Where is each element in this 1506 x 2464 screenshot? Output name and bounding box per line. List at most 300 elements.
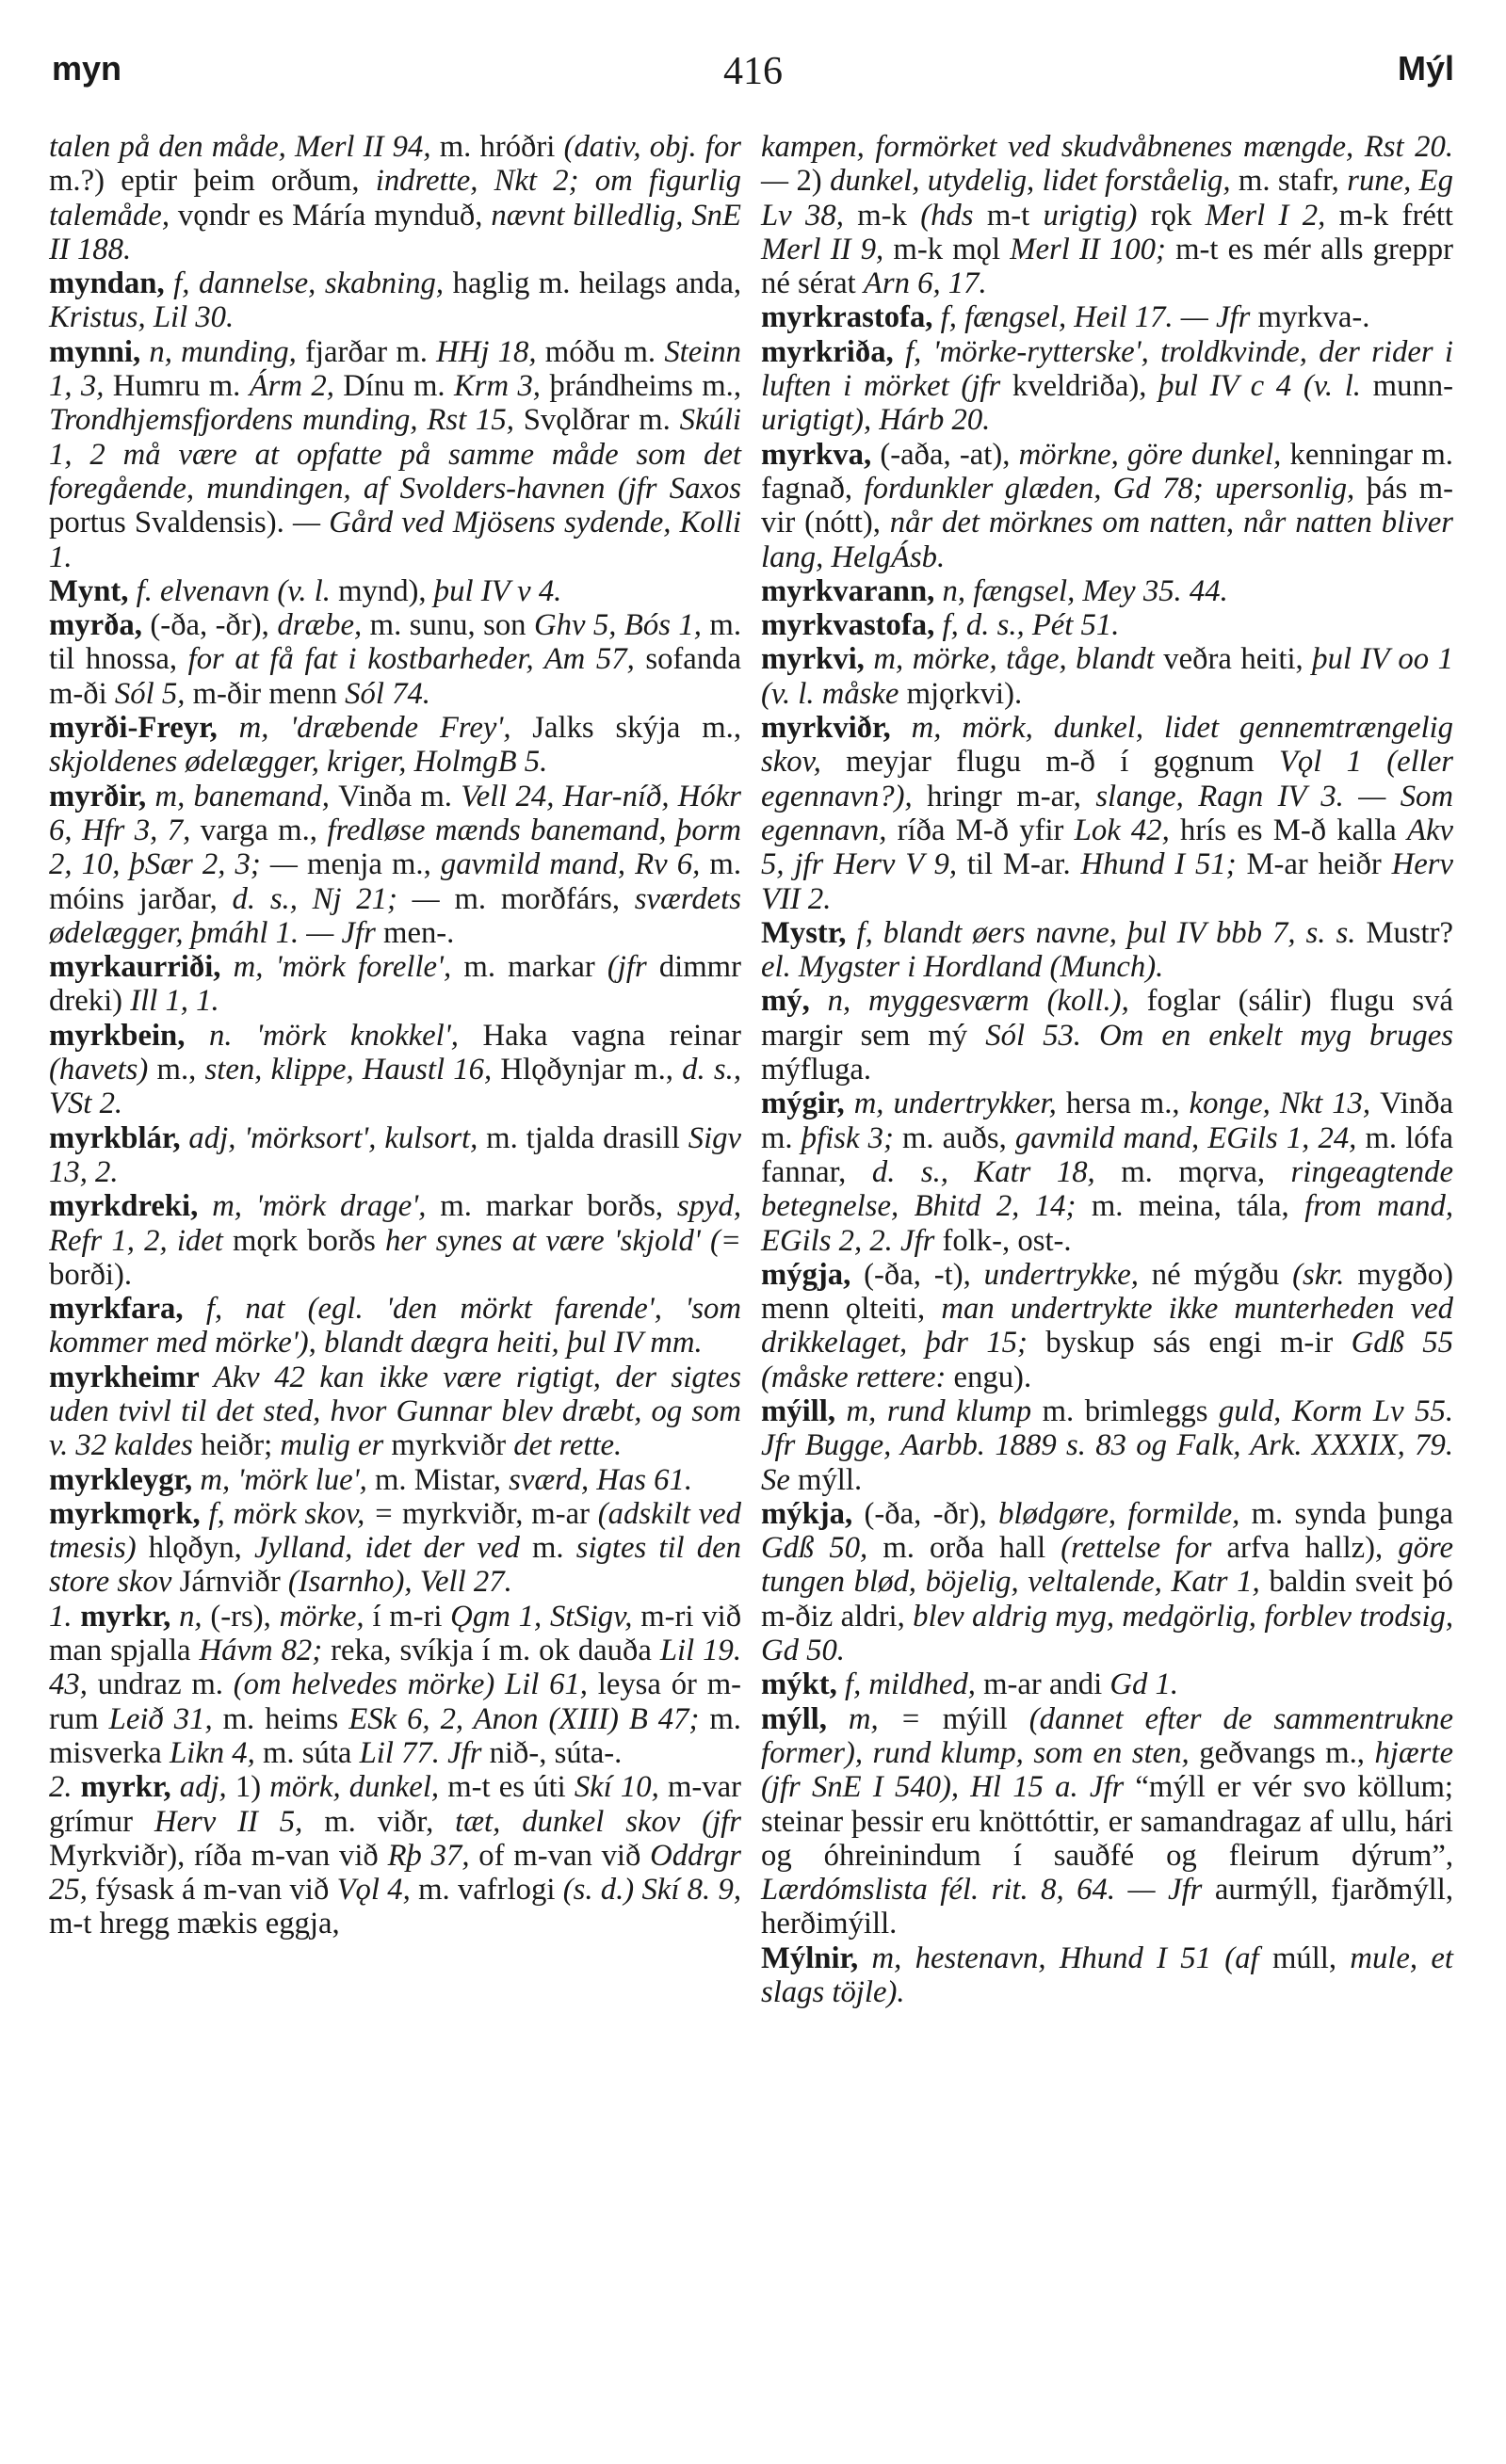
entry-text: Lil 77. Jfr xyxy=(359,1735,490,1770)
entry-text: m. sunu, son xyxy=(369,608,534,643)
entry-text: reka, svíkja í m. ok dauða xyxy=(331,1634,660,1668)
entry-text: m, banemand, xyxy=(146,779,339,813)
entry-text: borði). xyxy=(49,1257,133,1292)
entry-text: Kristus, Lil 30. xyxy=(49,300,235,335)
entry-headword: myrkrastofa, xyxy=(761,300,933,335)
entry-text: m. súta xyxy=(262,1735,360,1770)
entry-text: m-t es mér alls greppr né sérat xyxy=(761,232,1453,301)
entry-text: þrándheims m., xyxy=(549,369,741,404)
entry-text: mýll. xyxy=(798,1462,863,1497)
entry-headword: myrkr, xyxy=(80,1770,171,1805)
entry-text: m. brimleggs xyxy=(1042,1393,1220,1428)
entry-text: urigtig) xyxy=(1043,198,1151,233)
entry-headword: Mynt, xyxy=(49,573,129,608)
entry-text: mjǫrkvi). xyxy=(906,676,1023,711)
entry-text: vǫndr es Máría mynduð, xyxy=(177,198,492,233)
dictionary-entry xyxy=(49,1497,741,1600)
entry-text: (dativ, obj. for xyxy=(563,130,742,164)
entry-headword: myrði-Freyr, xyxy=(49,711,218,746)
entry-headword: myrkfara, xyxy=(49,1292,184,1327)
entry-text: nævnt billedlig, SnE II 188. xyxy=(49,198,741,266)
entry-text: spyd, Refr 1, 2, idet xyxy=(49,1189,742,1258)
dictionary-entry xyxy=(761,438,1453,574)
entry-text: 2) xyxy=(796,164,831,199)
entry-text: n, fængsel, Mey 35. 44. xyxy=(934,573,1228,608)
entry-text: m. markar borðs, xyxy=(440,1189,677,1224)
entry-text: (havets) xyxy=(49,1053,157,1087)
entry-text: Skí 10, xyxy=(574,1770,668,1805)
entry-text: geðvangs m., xyxy=(1199,1735,1375,1770)
entry-headword: mýgir, xyxy=(761,1087,845,1121)
entry-text: m. vafrlogi xyxy=(418,1873,563,1908)
entry-headword: myrkbein, xyxy=(49,1018,186,1053)
entry-text: 1. xyxy=(49,1599,81,1634)
entry-headword: myrkvastofa, xyxy=(761,608,935,643)
entry-text: m. viðr, xyxy=(324,1804,456,1839)
entry-text: (dannet efter de sammentrukne former), rund klump, som en sten, xyxy=(761,1701,1453,1770)
entry-text: m. til hnossa, xyxy=(49,608,741,677)
entry-text: Trondhjemsfjordens munding, Rst 15, xyxy=(49,403,524,438)
entry-text: engu). xyxy=(953,1360,1032,1394)
entry-text: n, myggesværm (koll.), xyxy=(809,984,1147,1019)
entry-text: blev aldrig myg, medgörlig, forblev trodsig, Gd 50. xyxy=(761,1599,1453,1668)
entry-text: Akv 42 kan ikke være rigtigt, der sigtes uden tvivl til det sted, hvor Gunnar blev dræbt, og som v. 32 kaldes xyxy=(49,1360,741,1463)
entry-headword: mý, xyxy=(761,984,810,1019)
entry-text: f, 'mörke-rytterske', troldkvinde, der rider i luften i mörket (jfr xyxy=(761,334,1453,404)
entry-text: f. elvenavn (v. l. xyxy=(128,573,339,608)
entry-text: (-ða, -ðr), xyxy=(141,608,278,643)
entry-text: mörke, xyxy=(279,1599,373,1634)
entry-text: fredløse mænds banemand, þorm 2, 10, þSær 2, 3; — xyxy=(49,813,741,882)
entry-text: undraz m. xyxy=(97,1667,234,1702)
entry-text: m. heims xyxy=(222,1701,349,1736)
entry-text: talen på den måde, Merl II 94, xyxy=(49,130,431,164)
entry-text: sværdets ødelægger, þmáhl 1. — Jfr xyxy=(49,881,741,950)
entry-text: f, mörk skov, = xyxy=(200,1496,402,1531)
entry-headword: myrkmǫrk, xyxy=(49,1496,201,1531)
entry-text: hlǫðyn, xyxy=(148,1531,254,1566)
entry-text: Vell 24, Har-níð, Hókr 6, Hfr 3, 7, xyxy=(49,779,741,847)
entry-text: mygðo) xyxy=(1357,1257,1453,1292)
entry-text: — Gård ved Mjösens sydende, Kolli 1. xyxy=(49,506,742,574)
entry-text: arfva hallz), xyxy=(1226,1531,1399,1566)
dictionary-entry xyxy=(761,711,1453,916)
entry-text: indrette, Nkt 2; om figurlig talemåde, xyxy=(49,164,742,233)
entry-text: hjærte (jfr SnE I 540), Hl 15 a. Jfr xyxy=(761,1735,1453,1805)
entry-headword: mynni, xyxy=(49,334,141,369)
entry-text: from mand, EGils 2, 2. Jfr xyxy=(761,1189,1453,1258)
entry-text: kveldriða), xyxy=(1012,369,1159,404)
entry-text: m, 'mörk forelle', xyxy=(220,950,464,985)
entry-text: Rþ 37, xyxy=(387,1838,479,1873)
entry-text: þul IV v 4. xyxy=(433,573,562,608)
entry-text: (jfr xyxy=(607,950,659,985)
entry-text: folk-, ost-. xyxy=(942,1223,1072,1258)
entry-text: Vǫl 4, xyxy=(336,1873,419,1908)
entry-text: baldin sveit þó m-ðiz aldri, xyxy=(761,1565,1453,1634)
dictionary-entry xyxy=(49,780,741,950)
entry-text: þul IV oo 1 (v. l. måske xyxy=(761,642,1454,711)
entry-text: (s. d.) Skí 8. 9, xyxy=(562,1873,741,1908)
entry-text: (om helvedes mörke) Lil 61, xyxy=(233,1667,598,1702)
entry-text: m. hróðri xyxy=(430,130,564,164)
entry-text: Humru m. xyxy=(112,369,250,404)
entry-text: sværd, Has 61. xyxy=(509,1462,693,1497)
entry-text: sigtes til den store skov xyxy=(49,1531,741,1600)
entry-text: mýill xyxy=(942,1701,1029,1736)
entry-text: hringr m-ar, xyxy=(927,779,1096,813)
entry-text: munn- xyxy=(1372,369,1454,404)
entry-text: Lil 19. 43, xyxy=(49,1634,742,1702)
dictionary-entry xyxy=(49,1189,741,1292)
entry-text: m. tjalda drasill xyxy=(486,1120,688,1155)
dictionary-entry xyxy=(761,984,1453,1087)
entry-text: Merl II 100; xyxy=(1010,232,1176,266)
header-right-guideword: Mýl xyxy=(1397,49,1454,88)
entry-text: tæt, dunkel skov (jfr xyxy=(455,1804,741,1839)
entry-text: m. misverka xyxy=(49,1701,741,1770)
entry-text: m-var grímur xyxy=(49,1770,741,1839)
entry-text: når det mörknes om natten, når natten bliver lang, HelgÁsb. xyxy=(761,506,1453,574)
entry-text: Vǫl 1 (eller egennavn?), xyxy=(761,745,1453,813)
dictionary-entry xyxy=(761,608,1453,642)
entry-headword: myrða, xyxy=(49,608,142,643)
dictionary-entry xyxy=(761,916,1453,985)
entry-headword: myrkvarann, xyxy=(761,573,935,608)
entry-headword: mýll, xyxy=(761,1701,827,1736)
dictionary-entry xyxy=(49,1463,741,1497)
entry-text: Herv VII 2. xyxy=(761,847,1453,916)
entry-text: 1) xyxy=(235,1770,270,1805)
entry-text: mörkne, göre dunkel, xyxy=(1018,437,1290,472)
entry-text: leysa ór m-rum xyxy=(49,1667,742,1736)
entry-text: m, mörke, tåge, blandt xyxy=(864,642,1164,677)
entry-headword: myrkdreki, xyxy=(49,1189,199,1224)
dictionary-entry xyxy=(761,335,1453,438)
entry-text: varga m., xyxy=(200,813,328,847)
entry-text: ringeagtende betegnelse, Bhitd 2, 14; xyxy=(761,1154,1453,1224)
entry-text: m. meina, tála, xyxy=(1091,1189,1305,1224)
entry-text: Svǫlðrar m. xyxy=(523,403,680,438)
entry-text: m-k frétt xyxy=(1338,198,1453,233)
entry-text: f, fængsel, Heil 17. — Jfr xyxy=(932,300,1258,335)
entry-text: m, 'mörk lue', xyxy=(192,1462,375,1497)
entry-text: d. s., Nj 21; — xyxy=(232,881,455,916)
entry-text: (hds xyxy=(920,198,987,233)
entry-text: Dínu m. xyxy=(343,369,454,404)
entry-text: Arn 6, 17. xyxy=(863,266,987,301)
dictionary-entry xyxy=(49,608,741,711)
entry-text: m-ri við man spjalla xyxy=(49,1599,742,1668)
entry-headword: myrkheimr xyxy=(49,1360,200,1394)
entry-text: heiðr; xyxy=(200,1428,281,1463)
entry-text: Sól 5, xyxy=(114,676,193,711)
entry-text: portus Svaldensis). xyxy=(49,506,294,540)
entry-text: for at få fat i kostbarheder, Am 57, xyxy=(187,642,646,677)
entry-text: ríða M-ð yfir xyxy=(897,813,1075,847)
entry-text: slange, Ragn IV 3. — Som egennavn, xyxy=(761,779,1453,847)
entry-text: Steinn 1, 3, xyxy=(49,334,742,404)
entry-text: man undertrykte ikke munterheden ved drikkelaget, þdr 15; xyxy=(761,1292,1453,1361)
entry-text: m-ar andi xyxy=(983,1667,1110,1702)
entry-text: Leið 31, xyxy=(108,1701,223,1736)
entry-text: of m-van við xyxy=(478,1838,651,1873)
entry-text: Vinða m. xyxy=(338,779,462,813)
entry-text: aurmýll, fjarðmýll, herðimýill. xyxy=(761,1873,1453,1941)
entry-text: skjoldenes ødelægger, kriger, HolmgB 5. xyxy=(49,745,548,780)
entry-text: Lok 42, xyxy=(1074,813,1181,847)
entry-text: þfisk 3; xyxy=(801,1120,902,1155)
entry-text: m. markar xyxy=(463,950,607,985)
entry-text: her synes at være 'skjold' (= xyxy=(385,1223,741,1258)
entry-text: m-k mǫl xyxy=(893,232,1011,266)
dictionary-entry xyxy=(49,1019,741,1121)
entry-text: “mýll er vér svo köllum; steinar þessir eru knöttóttir, er samandragaz af ullu, hári og óhreinindum í sauðfé og fleirum dýrum”, xyxy=(761,1770,1453,1873)
entry-text: M-ar heiðr xyxy=(1246,847,1392,882)
entry-headword: mýkt, xyxy=(761,1667,837,1702)
dictionary-entry xyxy=(761,1497,1453,1667)
entry-text: gavmild mand, Rv 6, xyxy=(440,847,710,882)
entry-text: m. orða hall xyxy=(883,1531,1061,1566)
dictionary-entry xyxy=(761,300,1453,334)
entry-text: Myrkviðr), ríða m-van við xyxy=(49,1838,388,1873)
entry-text: guld, Korm Lv 55. Jfr Bugge, Aarbb. 1889 s. 83 og Falk, Ark. XXXIX, 79. Se xyxy=(761,1393,1453,1497)
entry-text: myrkva-. xyxy=(1257,300,1370,335)
entry-text: foglar (sálir) flugu svá margir sem mý xyxy=(761,984,1453,1053)
entry-headword: myndan, xyxy=(49,266,165,301)
entry-headword: mýgja, xyxy=(761,1257,851,1292)
entry-text: veðra heiti, xyxy=(1163,642,1313,677)
entry-text: Lærdómslista fél. rit. 8, 64. — Jfr xyxy=(761,1873,1215,1908)
entry-headword: myrkleygr, xyxy=(49,1462,193,1497)
entry-text: n, xyxy=(170,1599,211,1634)
entry-text: f, d. s., Pét 51. xyxy=(934,608,1120,643)
entry-text: Ghv 5, Bós 1, xyxy=(534,608,710,643)
entry-text: m. mǫrva, xyxy=(1121,1154,1291,1189)
entry-text: hrís es M-ð kalla xyxy=(1180,813,1408,847)
entry-text: Jalks skýja m., xyxy=(532,711,741,746)
entry-text: m., xyxy=(156,1053,205,1087)
page-number: 416 xyxy=(723,50,783,93)
entry-text: m. morðfárs, xyxy=(454,881,635,916)
entry-text: m, 'dræbende Frey', xyxy=(217,711,533,746)
entry-text: Gd 1. xyxy=(1109,1667,1179,1702)
entry-text: Gdß 50, xyxy=(761,1531,883,1566)
right-column xyxy=(761,130,1453,2009)
entry-text: fýsask á m-van við xyxy=(95,1873,337,1908)
entry-text: m. móins jarðar, xyxy=(49,847,741,916)
entry-text: Vinða m. xyxy=(761,1087,1453,1155)
entry-text: né mýgðu xyxy=(1151,1257,1293,1292)
entry-text: menn ǫlteiti, xyxy=(761,1292,942,1327)
dictionary-entry xyxy=(761,1394,1453,1497)
entry-headword: myrkvi, xyxy=(761,642,865,677)
entry-text: fordunkler glæden, Gd 78; upersonlig, xyxy=(864,471,1367,506)
entry-headword: myrkviðr, xyxy=(761,711,891,746)
dictionary-entry xyxy=(761,1258,1453,1394)
entry-text: til M-ar. xyxy=(966,847,1081,882)
entry-text: í m-ri xyxy=(372,1599,451,1634)
entry-text: n, munding, xyxy=(140,334,305,369)
entry-text: Hávm 82; xyxy=(199,1634,332,1668)
entry-headword: mýill, xyxy=(761,1393,835,1428)
entry-text: det rette. xyxy=(513,1428,623,1463)
entry-text: (-aða, -at), xyxy=(871,437,1019,472)
entry-text: (adskilt ved tmesis) xyxy=(49,1496,741,1566)
entry-text: Sigv 13, 2. xyxy=(49,1120,741,1189)
dictionary-entry xyxy=(49,1770,741,1941)
dictionary-entry xyxy=(761,1702,1453,1941)
entry-text: m. auðs, xyxy=(901,1120,1015,1155)
entry-text: Hlǫðynjar m., xyxy=(500,1053,683,1087)
entry-text: Ǫgm 1, StSigv, xyxy=(450,1599,641,1634)
entry-text: gavmild mand, EGils 1, 24, xyxy=(1014,1120,1366,1155)
entry-text: Merl II 9, xyxy=(761,232,894,266)
page-header xyxy=(52,49,1454,105)
entry-headword: myrkaurriði, xyxy=(49,950,221,985)
entry-text: Árm 2, xyxy=(249,369,344,404)
entry-headword: mýkja, xyxy=(761,1496,853,1531)
entry-text: göre tungen blød, böjelig, veltalende, Katr 1, xyxy=(761,1531,1454,1600)
left-column xyxy=(49,130,741,1941)
entry-text: el. Mygster i Hordland (Munch). xyxy=(761,950,1164,985)
entry-text: f, blandt øers navne, þul IV bbb 7, s. s. xyxy=(846,915,1367,950)
entry-text: hersa m., xyxy=(1065,1087,1190,1121)
entry-text: d. s., Katr 18, xyxy=(871,1154,1122,1189)
entry-text: haglig m. heilags anda, xyxy=(452,266,742,301)
entry-text: kenningar m. fagnað, xyxy=(761,437,1453,506)
dictionary-entry xyxy=(49,1121,741,1190)
entry-text: Gdß 55 (måske rettere: xyxy=(761,1326,1453,1394)
entry-text: sofanda m-ði xyxy=(49,642,742,711)
entry-text: dræbe, xyxy=(277,608,370,643)
entry-text: konge, Nkt 13, xyxy=(1189,1087,1381,1121)
entry-text: (-ða, -t), xyxy=(850,1257,984,1292)
entry-text: m, 'mörk drage', xyxy=(198,1189,441,1224)
entry-text: Akv 5, jfr Herv V 9, xyxy=(761,813,1454,882)
entry-text: mǫrk borðs xyxy=(233,1223,385,1258)
entry-text: Sól 74. xyxy=(345,676,430,711)
entry-text: m.?) eptir þeim orðum, xyxy=(49,164,376,199)
entry-text: urigtigt), Hárb 20. xyxy=(761,403,991,438)
entry-text: (skr. xyxy=(1292,1257,1358,1292)
entry-text: mulig er xyxy=(280,1428,392,1463)
entry-text: rune, Eg Lv 38, xyxy=(761,164,1453,233)
dictionary-entry xyxy=(49,335,741,574)
entry-text: m-t es úti xyxy=(447,1770,575,1805)
entry-headword: myrkblár, xyxy=(49,1120,181,1155)
entry-text: f, dannelse, skabning, xyxy=(164,266,453,301)
entry-text: mýfluga. xyxy=(761,1053,872,1087)
entry-text: mörk, dunkel, xyxy=(269,1770,448,1805)
entry-text: m-ðir menn xyxy=(192,676,346,711)
entry-text: adj, xyxy=(170,1770,235,1805)
entry-text: m, mörk, dunkel, lidet gennemtrængelig skov, xyxy=(761,711,1453,780)
entry-headword: Mystr, xyxy=(761,915,847,950)
entry-text: Oddrgr 25, xyxy=(49,1838,742,1908)
entry-text: m-t xyxy=(986,198,1044,233)
entry-text: Likn 4, xyxy=(170,1735,263,1770)
entry-text: (-ða, -ðr), xyxy=(852,1496,999,1531)
dictionary-entry xyxy=(49,950,741,1019)
entry-text: dimmr dreki) xyxy=(49,950,741,1019)
entry-text: mule, et slags töjle). xyxy=(761,1941,1453,2010)
dictionary-entry xyxy=(49,574,741,608)
entry-text: f, mildhed, xyxy=(836,1667,984,1702)
entry-text: Jylland, idet der ved xyxy=(253,1531,532,1566)
entry-text: menja m., xyxy=(307,847,441,882)
entry-text: Mustr? xyxy=(1366,915,1453,950)
entry-headword: myrkva, xyxy=(761,437,872,472)
entry-text: Merl I 2, xyxy=(1205,198,1339,233)
entry-text: m, hestenavn, Hhund I 51 (af xyxy=(858,1941,1272,1975)
entry-text: m. xyxy=(531,1531,576,1566)
entry-text: 2. xyxy=(49,1770,81,1805)
dictionary-entry xyxy=(761,1087,1453,1257)
entry-text: Skúli 1, 2 må være at opfatte på samme måde som det foregående, mundingen, af Svolders-havnen (jfr Saxos xyxy=(49,403,741,506)
entry-text: múll, xyxy=(1271,1941,1351,1975)
dictionary-entry xyxy=(761,574,1453,608)
entry-text: (rettelse for xyxy=(1061,1531,1227,1566)
entry-text: m-k xyxy=(857,198,921,233)
entry-text: Sól 53. Om en enkelt myg bruges xyxy=(985,1018,1453,1053)
entry-text: Haka vagna reinar xyxy=(482,1018,741,1053)
entry-headword: Mýlnir, xyxy=(761,1941,859,1975)
entry-text: adj, 'mörksort', kulsort, xyxy=(180,1120,487,1155)
entry-text: myrkviðr xyxy=(391,1428,514,1463)
dictionary-entry xyxy=(761,130,1453,300)
entry-text: m, undertrykker, xyxy=(844,1087,1066,1121)
entry-text: Járnviðr xyxy=(179,1565,288,1600)
entry-text: m-t hregg mækis eggja, xyxy=(49,1907,340,1941)
entry-text: m, rund klump xyxy=(835,1393,1043,1428)
entry-text: mynd), xyxy=(338,573,434,608)
dictionary-entry xyxy=(49,1292,741,1361)
entry-text: Krm 3, xyxy=(453,369,550,404)
entry-text: m. lófa fannar, xyxy=(761,1120,1454,1189)
entry-text: þul IV c 4 (v. l. xyxy=(1158,369,1373,404)
entry-text: undertrykke, xyxy=(983,1257,1152,1292)
dictionary-entry xyxy=(49,1361,741,1463)
entry-text: blødgøre, formilde, xyxy=(998,1496,1252,1531)
entry-text: meyjar flugu m-ð í gǫgnum xyxy=(846,745,1279,780)
entry-text: m, = xyxy=(826,1701,943,1736)
entry-text: móðu m. xyxy=(544,334,665,369)
dictionary-entry xyxy=(761,1667,1453,1701)
entry-text: rǫk xyxy=(1150,198,1206,233)
entry-text: Ill 1, 1. xyxy=(130,984,219,1019)
entry-text: (Isarnho), Vell 27. xyxy=(287,1565,512,1600)
entry-text: þás m-vir (nótt), xyxy=(761,471,1453,540)
dictionary-entry xyxy=(49,266,741,335)
entry-text: f, nat (egl. 'den mörkt farende', 'som kommer med mörke'), blandt dægra heiti, þul IV mm. xyxy=(49,1292,741,1361)
entry-text: men-. xyxy=(383,915,455,950)
entry-text: nið-, súta-. xyxy=(489,1735,623,1770)
dictionary-entry xyxy=(49,711,741,780)
entry-text: Herv II 5, xyxy=(154,1804,325,1839)
entry-text: myrkviðr, m-ar xyxy=(401,1496,598,1531)
entry-text: (-rs), xyxy=(210,1599,280,1634)
entry-headword: myrðir, xyxy=(49,779,147,813)
entry-text: fjarðar m. xyxy=(304,334,437,369)
dictionary-entry xyxy=(49,1600,741,1770)
entry-text: HHj 18, xyxy=(436,334,545,369)
dictionary-entry xyxy=(49,130,741,266)
dictionary-entry xyxy=(761,642,1453,711)
entry-text: d. s., VSt 2. xyxy=(49,1053,741,1121)
entry-headword: myrkr, xyxy=(80,1599,171,1634)
dictionary-entry xyxy=(761,1941,1453,2010)
